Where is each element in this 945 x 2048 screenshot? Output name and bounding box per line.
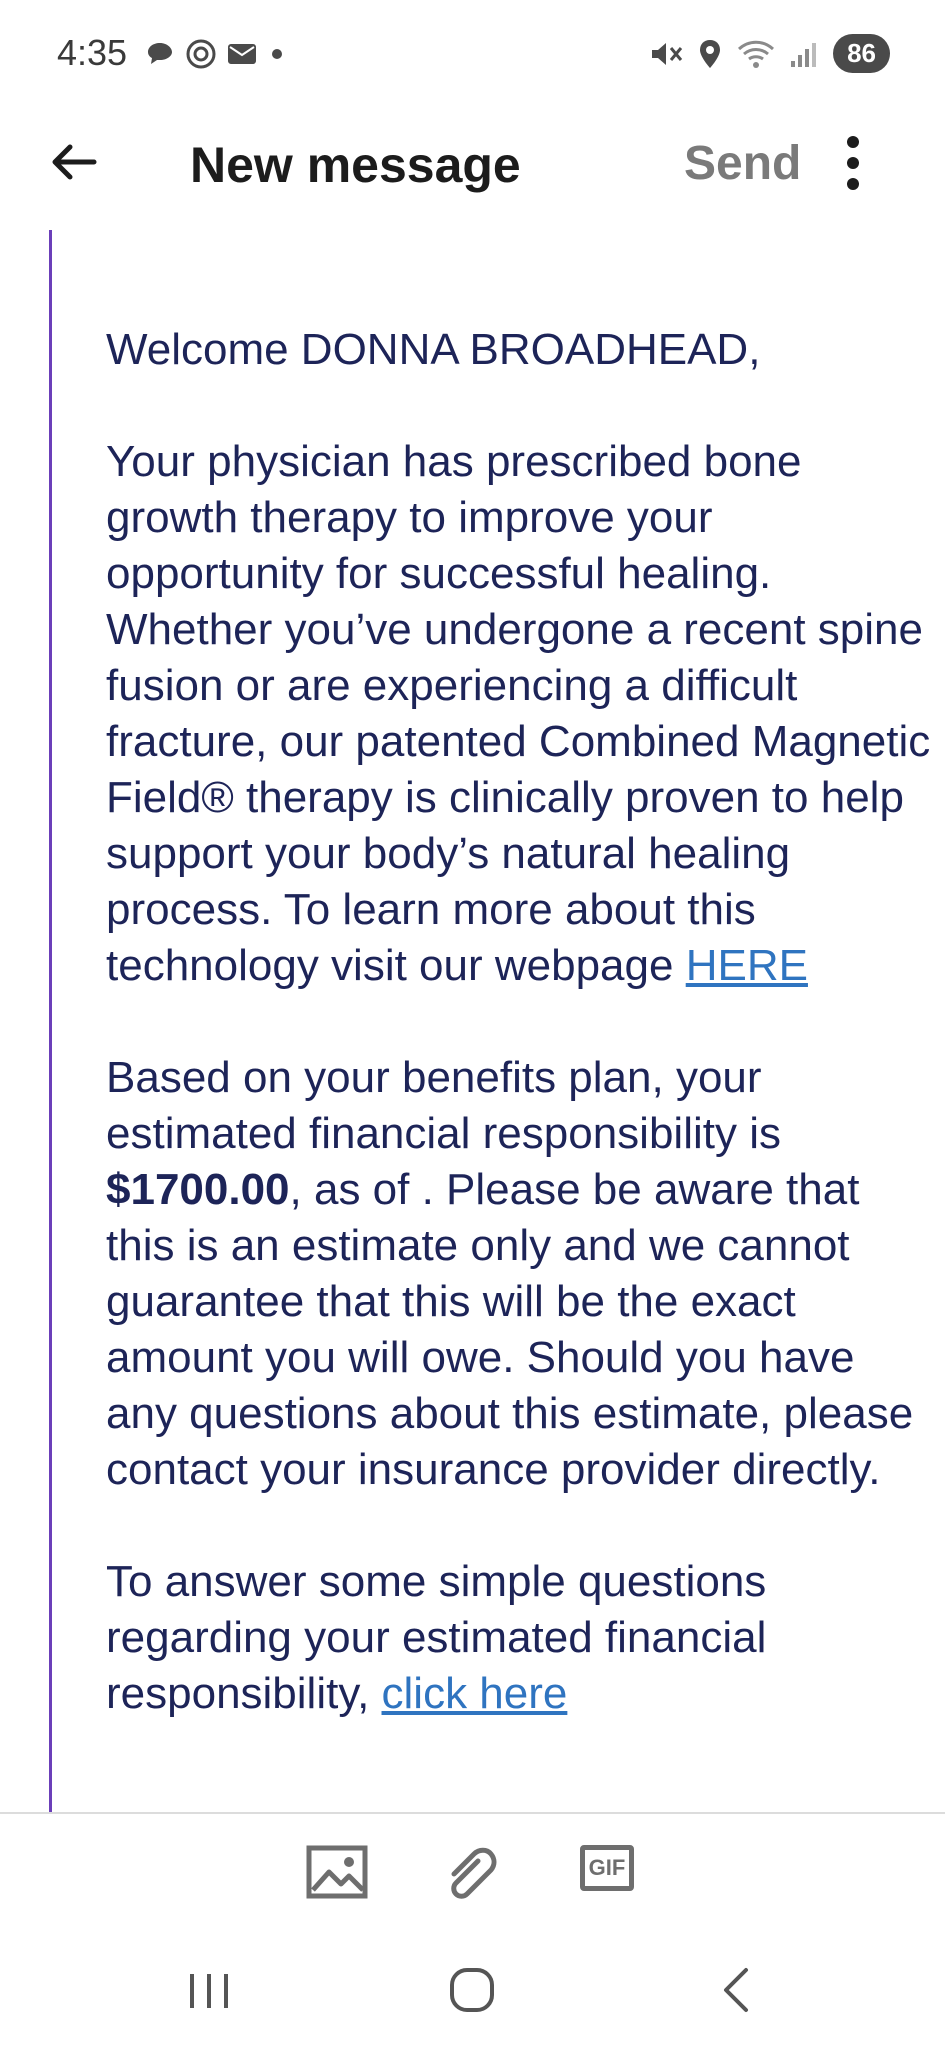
send-button[interactable]: Send <box>684 137 802 190</box>
message-body[interactable] <box>0 230 945 1812</box>
paragraph-financial <box>106 1050 936 1498</box>
back-nav-icon[interactable] <box>702 1960 772 2020</box>
questions-text: To answer some simple questions regarding your estimated financial responsibility, <box>106 1557 767 1718</box>
image-icon[interactable] <box>305 1844 369 1900</box>
wifi-icon <box>737 39 775 69</box>
therapy-text: Your physician has prescribed bone growth therapy to improve your opportunity for successful healing. Whether you’ve undergone a recent spine fusion or are experiencing a difficult fracture, our patented Combined Magnetic Field® therapy is clinically proven to help support your body’s natural healing process. To learn more about this technology visit our webpage <box>106 437 931 990</box>
signal-icon <box>789 39 819 69</box>
home-icon[interactable] <box>437 1960 507 2020</box>
gif-label: GIF <box>588 1855 626 1880</box>
recent-apps-icon[interactable] <box>174 1960 244 2020</box>
chat-bubble-icon <box>145 39 175 69</box>
page-title: New message <box>190 137 521 193</box>
paperclip-icon[interactable] <box>440 1844 504 1900</box>
status-bar <box>0 0 945 110</box>
back-arrow-icon[interactable] <box>44 132 104 192</box>
mail-icon <box>227 42 257 66</box>
location-icon <box>697 38 723 70</box>
mute-icon <box>649 39 683 69</box>
system-icons <box>649 34 890 73</box>
app-header <box>0 110 945 220</box>
battery-indicator: 86 <box>833 34 890 73</box>
system-nav-bar <box>0 1940 945 2048</box>
dot-icon <box>267 44 287 64</box>
greeting: Welcome DONNA BROADHEAD, <box>106 325 761 374</box>
attachment-toolbar <box>0 1814 945 1924</box>
paragraph-therapy <box>106 434 936 994</box>
click-here-link[interactable]: click here <box>381 1669 568 1718</box>
threads-icon <box>185 38 217 70</box>
status-time: 4:35 <box>57 32 128 73</box>
financial-intro: Based on your benefits plan, your estimated financial responsibility is <box>106 1053 781 1158</box>
quote-bar <box>49 230 52 1812</box>
more-options-icon[interactable] <box>838 130 868 200</box>
message-text <box>106 322 936 1778</box>
amount-value: $1700.00 <box>106 1165 290 1214</box>
here-link[interactable]: HERE <box>685 941 808 990</box>
paragraph-questions <box>106 1554 936 1722</box>
notification-icons <box>145 38 287 70</box>
financial-rest: , as of . Please be aware that this is an estimate only and we cannot guarantee that this will be the exact amount you will owe. Should you have any questions about this estimate, please contact your insurance provider directly. <box>106 1165 914 1494</box>
gif-button[interactable] <box>580 1845 634 1891</box>
